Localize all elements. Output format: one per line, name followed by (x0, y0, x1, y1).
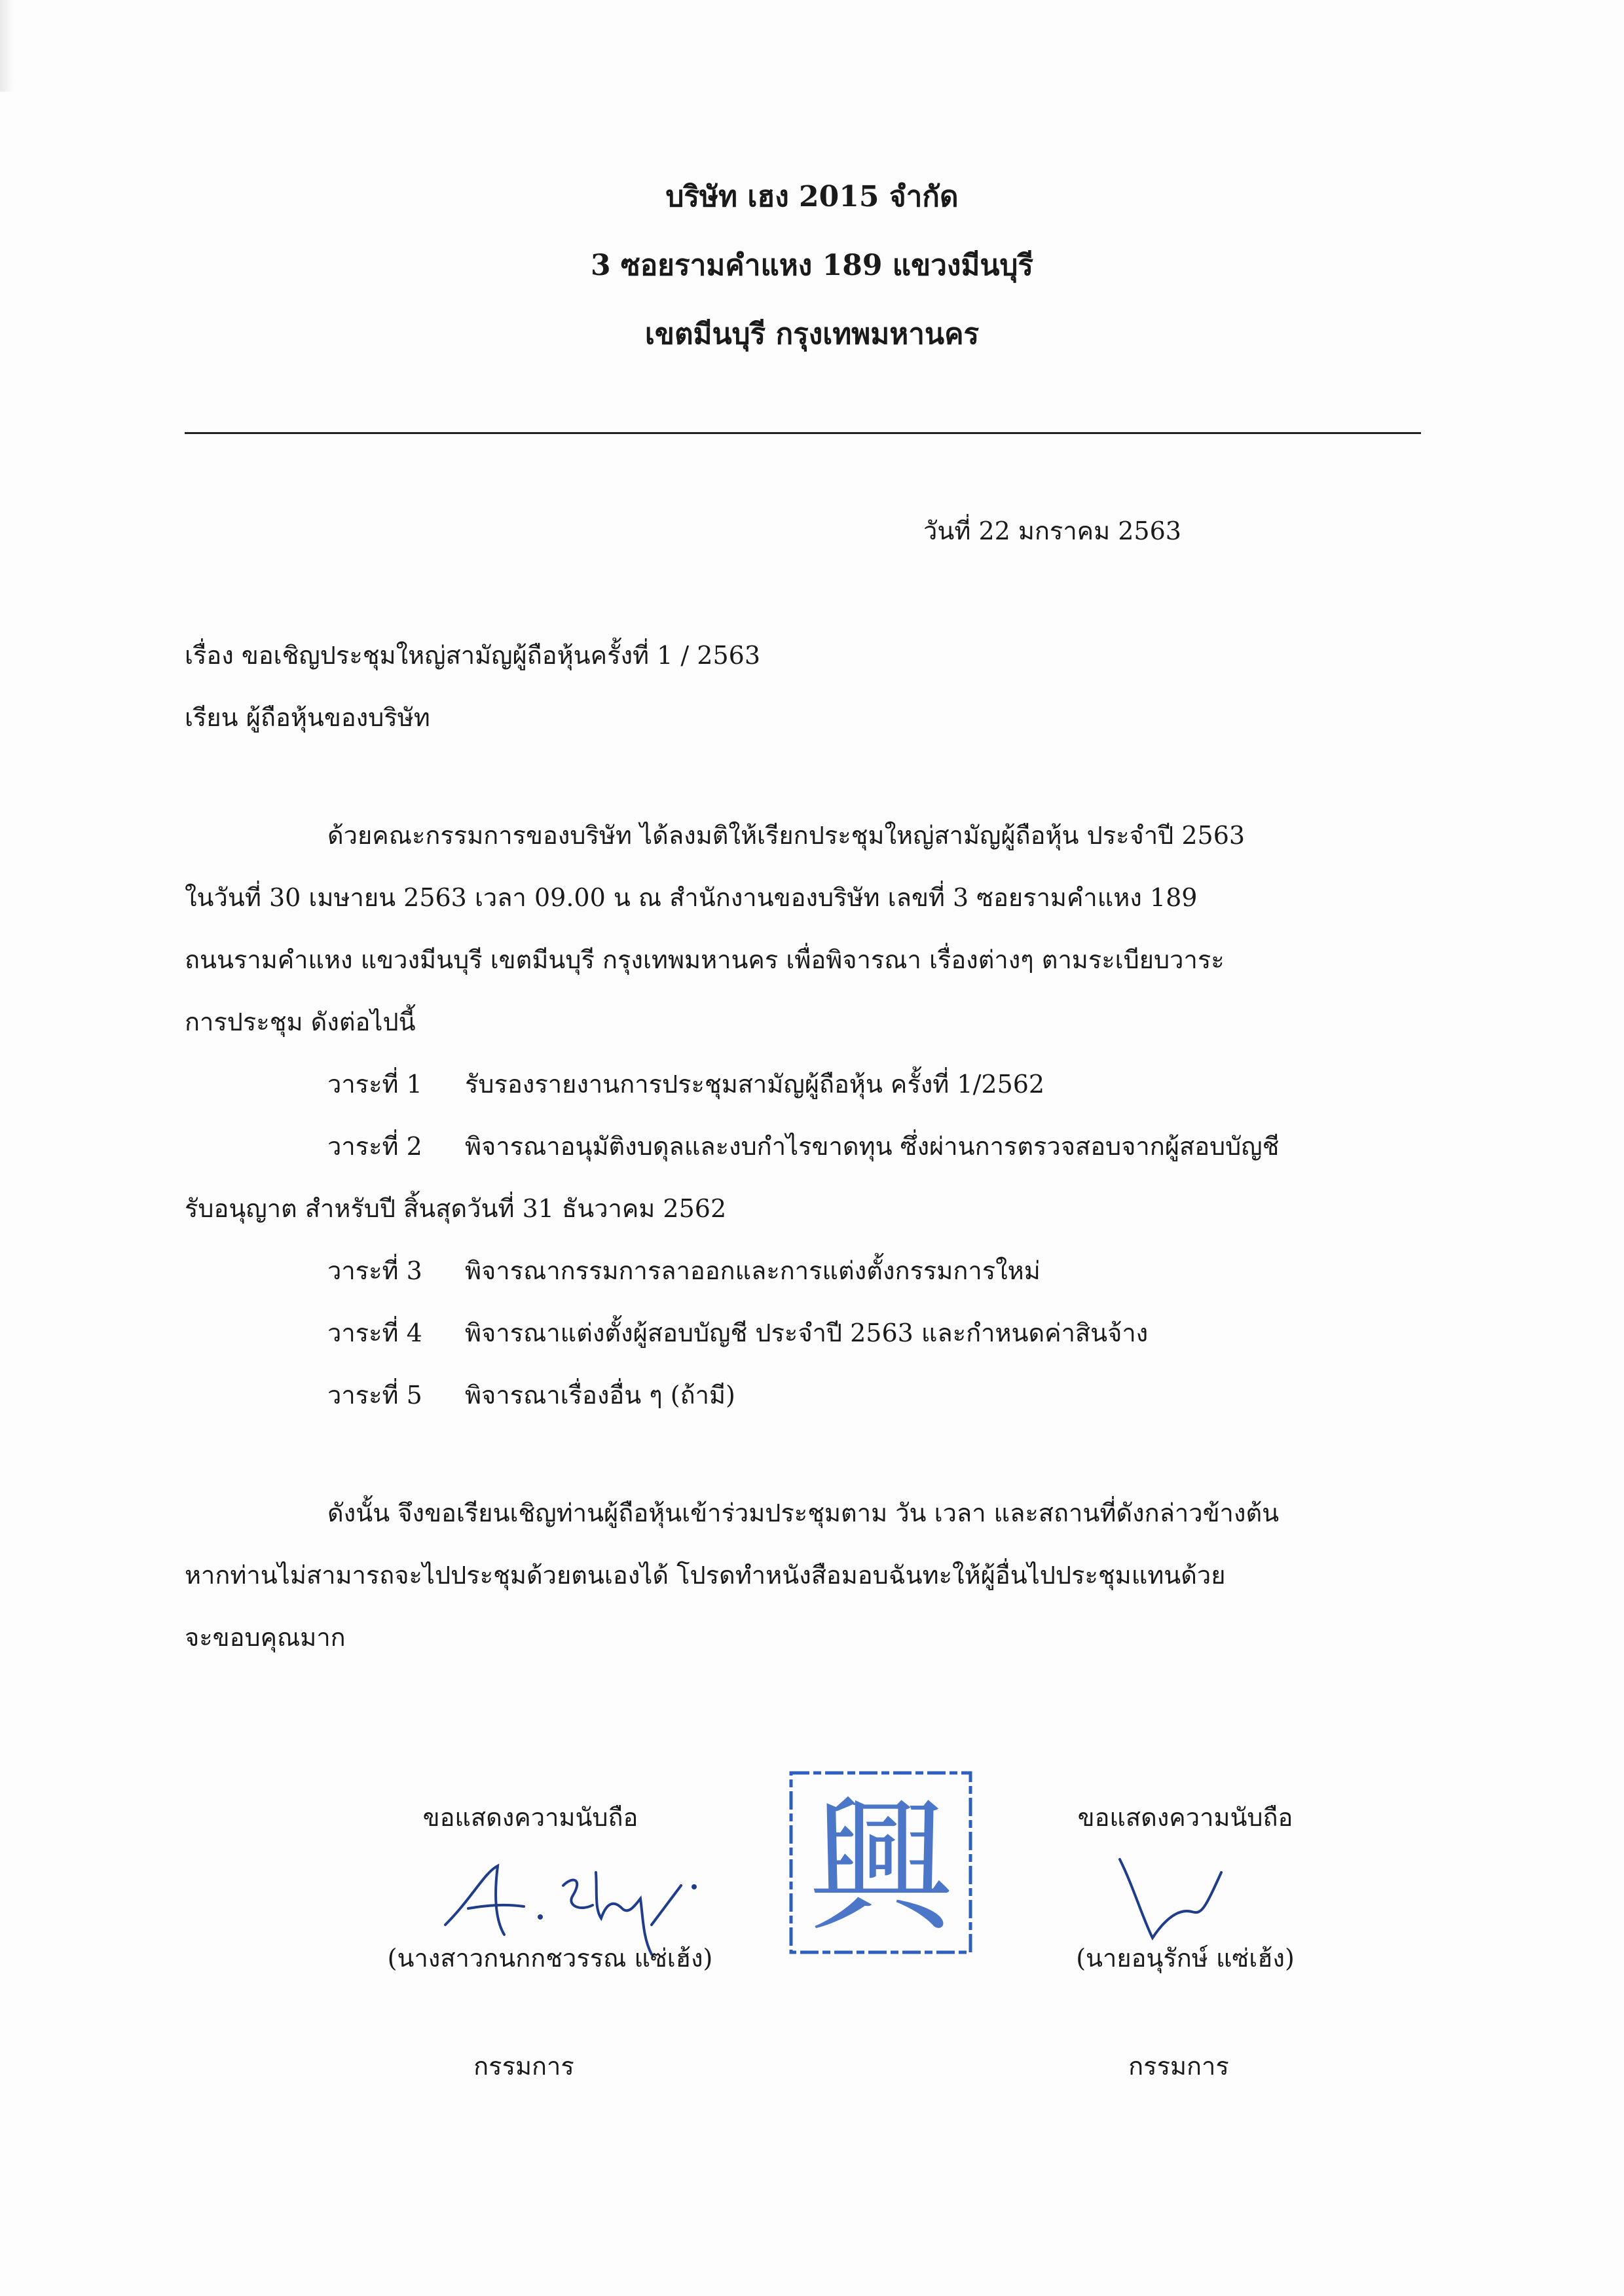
header-divider (185, 432, 1421, 434)
body-line-3: ถนนรามคำแหง แขวงมีนบุรี เขตมีนบุรี กรุงเทพมหานคร เพื่อพิจารณา เรื่องต่างๆ ตามระเบียบวาระ (185, 945, 1225, 974)
agenda-2-text: พิจารณาอนุมัติงบดุลและงบกำไรขาดทุน ซึ่งผ่านการตรวจสอบจากผู้สอบบัญชี (465, 1132, 1280, 1161)
company-address-line-1: 3 ซอยรามคำแหง 189 แขวงมีนบุรี (590, 249, 1034, 282)
svg-text:興: 興 (808, 1783, 953, 1951)
left-signer-name: (นางสาวกนกกชวรรณ แซ่เฮ้ง) (387, 1944, 713, 1973)
closing-line-2: หากท่านไม่สามารถจะไปประชุมด้วยตนเองได้ โปรดทำหนังสือมอบฉันทะให้ผู้อื่นไปประชุมแทนด้วย (185, 1561, 1226, 1590)
agenda-2-label: วาระที่ 2 (327, 1132, 422, 1161)
agenda-5-text: พิจารณาเรื่องอื่น ๆ (ถ้ามี) (465, 1381, 735, 1410)
right-signer-name: (นายอนุรักษ์ แซ่เฮ้ง) (1076, 1944, 1295, 1973)
company-seal-icon (786, 1768, 976, 1958)
letter-subject: เรื่อง ขอเชิญประชุมใหญ่สามัญผู้ถือหุ้นครั้งที่ 1 / 2563 (185, 641, 761, 670)
right-regards: ขอแสดงความนับถือ (1077, 1803, 1293, 1832)
agenda-5-label: วาระที่ 5 (327, 1381, 422, 1410)
agenda-1-text: รับรองรายงานการประชุมสามัญผู้ถือหุ้น ครั้งที่ 1/2562 (465, 1070, 1045, 1099)
agenda-4-text: พิจารณาแต่งตั้งผู้สอบบัญชี ประจำปี 2563 และกำหนดค่าสินจ้าง (465, 1319, 1149, 1347)
agenda-4-label: วาระที่ 4 (327, 1319, 422, 1347)
letter-date: วันที่ 22 มกราคม 2563 (923, 517, 1181, 545)
right-signature-icon (1107, 1846, 1264, 1951)
company-name: บริษัท เฮง 2015 จำกัด (665, 180, 959, 213)
left-signer-title: กรรมการ (473, 2052, 574, 2081)
closing-line-1: ดังนั้น จึงขอเรียนเชิญท่านผู้ถือหุ้นเข้าร่วมประชุมตาม วัน เวลา และสถานที่ดังกล่าวข้างต้น (327, 1499, 1280, 1527)
agenda-1-label: วาระที่ 1 (327, 1070, 422, 1099)
body-line-2: ในวันที่ 30 เมษายน 2563 เวลา 09.00 น ณ สำนักงานของบริษัท เลขที่ 3 ซอยรามคำแหง 189 (185, 883, 1198, 912)
agenda-3-text: พิจารณากรรมการลาออกและการแต่งตั้งกรรมการใหม่ (465, 1256, 1041, 1285)
closing-line-3: จะขอบคุณมาก (185, 1623, 346, 1652)
agenda-3-label: วาระที่ 3 (327, 1256, 422, 1285)
company-address-line-2: เขตมีนบุรี กรุงเทพมหานคร (644, 318, 980, 351)
body-line-4: การประชุม ดังต่อไปนี้ (185, 1008, 416, 1036)
letter-recipient: เรียน ผู้ถือหุ้นของบริษัท (185, 703, 430, 732)
left-regards: ขอแสดงความนับถือ (422, 1803, 638, 1832)
agenda-2-continuation: รับอนุญาต สำหรับปี สิ้นสุดวันที่ 31 ธันวาคม 2562 (185, 1194, 727, 1223)
scan-edge-shadow (0, 0, 14, 92)
right-signer-title: กรรมการ (1128, 2052, 1229, 2081)
body-line-1: ด้วยคณะกรรมการของบริษัท ได้ลงมติให้เรียกประชุมใหญ่สามัญผู้ถือหุ้น ประจำปี 2563 (327, 821, 1246, 850)
